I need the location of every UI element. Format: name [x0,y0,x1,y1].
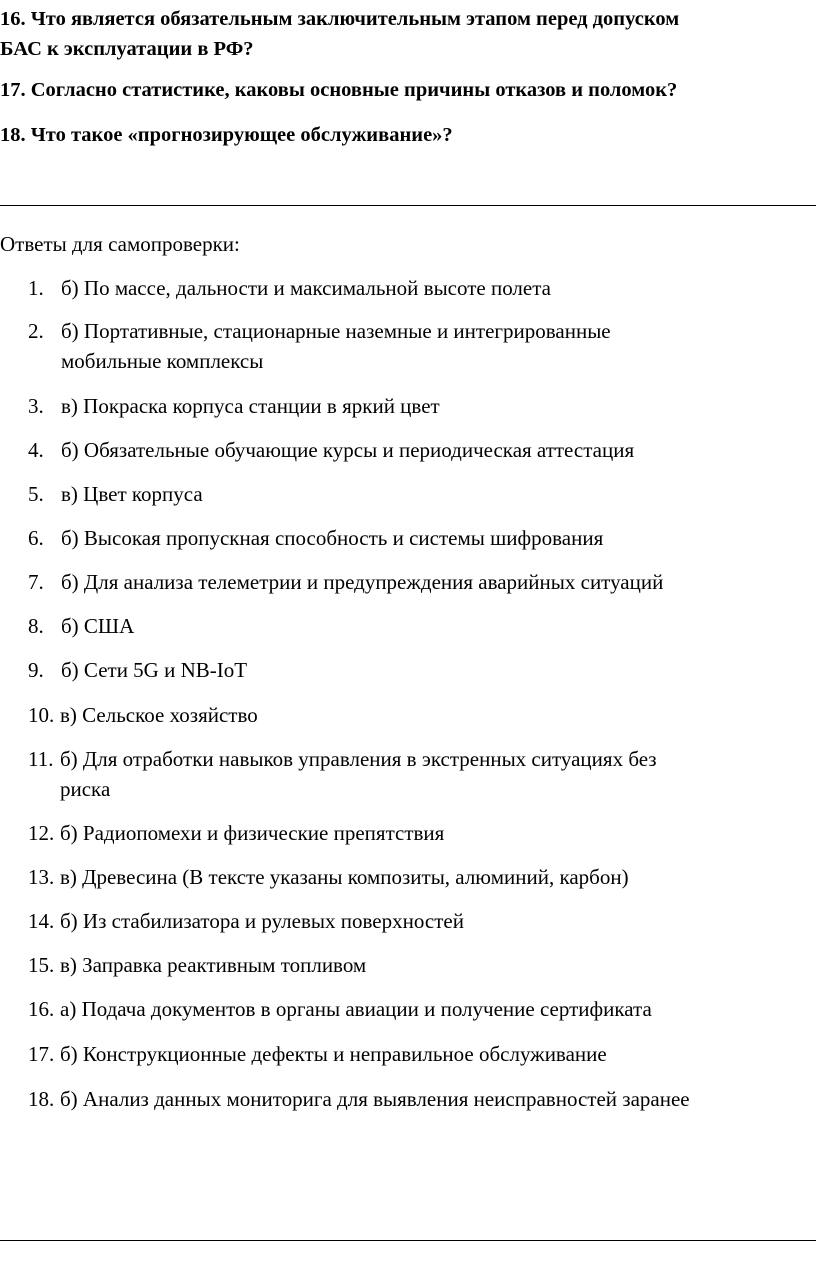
answer-item-12 [28,818,816,848]
answer-text [61,435,816,465]
answer-text [61,523,816,553]
answer-item-17 [28,1039,816,1069]
answer-text-line: б) Из стабилизатора и рулевых поверхностей [60,909,464,933]
answer-text-line: а) Подача документов в органы авиации и получение сертификата [60,997,652,1021]
answer-item-11 [28,744,816,804]
answer-text-line: б) Для отработки навыков управления в экстренных ситуациях без [60,747,657,771]
answer-text-line: б) Для анализа телеметрии и предупреждения аварийных ситуаций [61,570,664,594]
question-16 [0,4,816,64]
answer-text [60,700,816,730]
question-17: 17. Согласно статистике, каковы основные причины отказов и поломок? [0,79,678,101]
answer-number: 1. [28,276,44,300]
answer-item-8 [28,611,816,641]
horizontal-divider-bottom [0,1240,816,1241]
answer-number: 11. [28,747,54,771]
answer-number: 9. [28,658,44,682]
answer-number: 15. [28,953,55,977]
question-16-line-1: 16. Что является обязательным заключительным этапом перед допуском [0,8,680,30]
answer-number: 4. [28,438,44,462]
answer-number: 17. [28,1042,55,1066]
answer-number: 5. [28,482,44,506]
answer-text-line: в) Древесина (В тексте указаны композиты, алюминий, карбон) [60,865,629,889]
answer-text-line: б) Портативные, стационарные наземные и интегрированные [61,319,611,343]
answer-item-18 [28,1084,816,1114]
answer-number: 6. [28,526,44,550]
answer-text-line: б) Анализ данных мониторига для выявления неисправностей заранее [60,1087,690,1111]
answer-text-line: б) Обязательные обучающие курсы и периодическая аттестация [61,438,635,462]
answer-item-6 [28,523,816,553]
answer-item-14 [28,906,816,936]
horizontal-divider-top [0,205,816,206]
answer-item-10 [28,700,816,730]
answer-number: 2. [28,319,44,343]
answer-text-line: в) Покраска корпуса станции в яркий цвет [61,394,440,418]
answer-number: 7. [28,570,44,594]
answer-number: 10. [28,703,55,727]
answer-item-9 [28,655,816,685]
answer-text [61,479,816,509]
answer-text [60,862,816,892]
answer-text-line: б) США [61,614,135,638]
answer-number: 13. [28,865,55,889]
answer-text [60,1039,816,1069]
answer-text [61,611,816,641]
answer-text-line: б) Конструкционные дефекты и неправильное обслуживание [60,1042,607,1066]
answer-text [60,906,816,936]
answer-number: 3. [28,394,44,418]
answer-text [60,818,816,848]
answer-number: 14. [28,909,55,933]
answer-item-16 [28,994,816,1024]
answer-item-2 [28,316,816,376]
answer-item-5 [28,479,816,509]
answer-text [61,655,816,685]
answer-text-line: б) Радиопомехи и физические препятствия [60,821,445,845]
answer-text-line: б) Сети 5G и NB-IoT [61,658,248,682]
answer-item-3 [28,391,816,421]
answer-text-line: б) По массе, дальности и максимальной высоте полета [61,276,551,300]
answer-item-15 [28,950,816,980]
answer-item-13 [28,862,816,892]
answer-text-line: в) Заправка реактивным топливом [60,953,367,977]
answer-text [61,391,816,421]
answer-item-4 [28,435,816,465]
answer-text [61,273,816,303]
answer-text [60,994,816,1024]
question-18: 18. Что такое «прогнозирующее обслуживание»? [0,124,453,146]
answer-text-line: мобильные комплексы [61,349,264,373]
answer-number: 8. [28,614,44,638]
answer-text [60,950,816,980]
answer-item-1 [28,273,816,303]
answer-text [60,744,816,804]
answer-text-line: в) Сельское хозяйство [60,703,258,727]
question-16-line-2: БАС к эксплуатации в РФ? [0,38,254,60]
answer-text [60,1084,816,1114]
answer-text-line: в) Цвет корпуса [61,482,203,506]
answer-text-line: б) Высокая пропускная способность и системы шифрования [61,526,604,550]
answer-number: 18. [28,1087,55,1111]
answer-number: 12. [28,821,55,845]
answer-item-7 [28,567,816,597]
answer-text [61,567,816,597]
answer-text-line: риска [60,777,111,801]
answer-text [61,316,816,376]
answers-heading: Ответы для самопроверки: [0,232,240,256]
answer-number: 16. [28,997,55,1021]
